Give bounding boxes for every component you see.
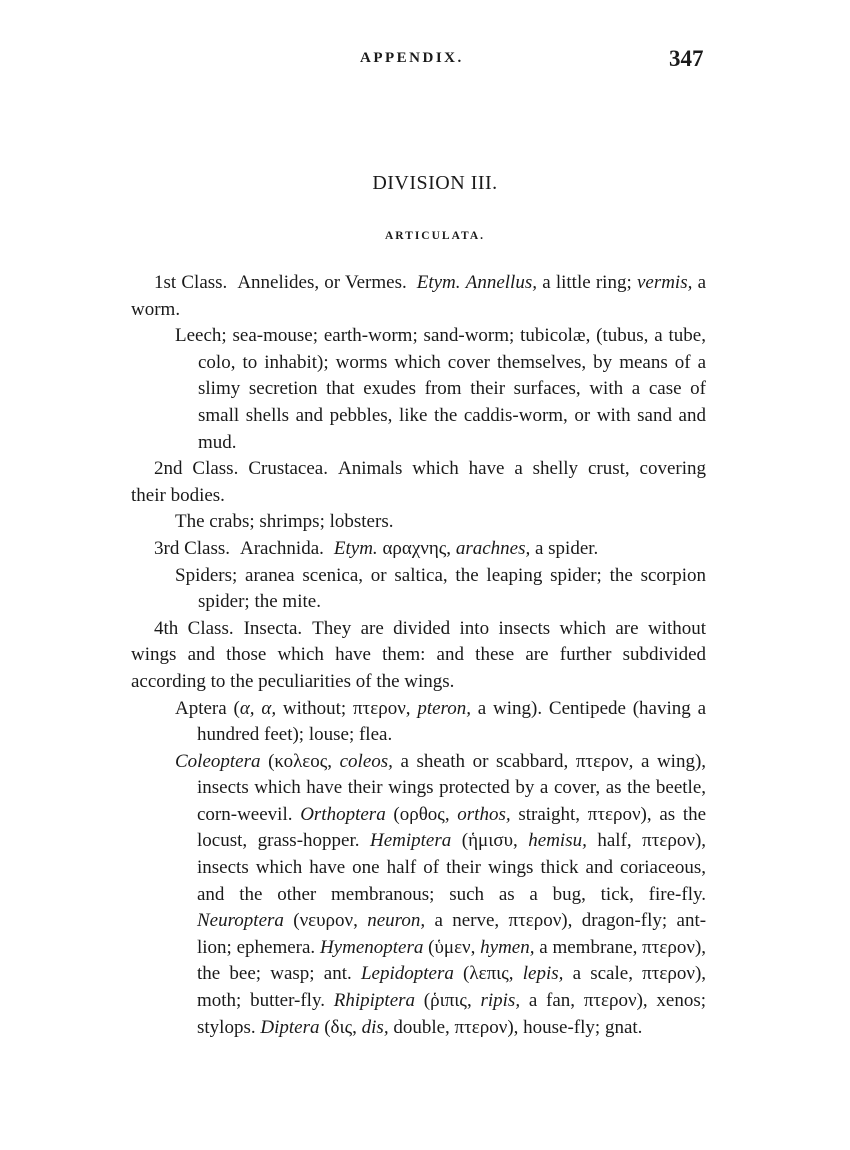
class-3-name: Arachnida. (240, 537, 324, 559)
order-open: ( (293, 910, 300, 932)
class-3-entry (131, 536, 706, 563)
class-4-label: 4th Class. (154, 617, 234, 639)
class-1-gloss-2: a worm. (131, 272, 706, 320)
order-greek: δις, (330, 1016, 357, 1038)
order-name: Hemiptera (370, 830, 452, 852)
order-name: Lepidoptera (360, 963, 454, 985)
order-name: Coleoptera (175, 750, 261, 772)
order-desc-2: ), as the locust, grass-hopper. (197, 803, 707, 852)
page-number: 347 (669, 46, 704, 71)
order-open: ( (463, 963, 470, 985)
class-2-name: Crustacea. (248, 458, 328, 480)
running-head (0, 46, 850, 76)
order-open: ( (428, 936, 435, 958)
aptera-name: Aptera (175, 697, 227, 719)
order-desc-2: ), dragon-fly; ant-lion; ephemera. (197, 910, 707, 958)
order-name: Hymenoptera (319, 936, 424, 958)
order-name: Diptera (260, 1016, 320, 1038)
order-translit: lepis, (522, 963, 564, 985)
order-greek-pteron: πτερον (642, 830, 695, 852)
aptera-greek-2: πτερον, (353, 697, 411, 719)
order-desc-2: a wing), insects which have their wings protected by a cover, as the beetle, corn-weevil. (197, 750, 707, 825)
division-subheading: ARTICULATA. (384, 230, 486, 242)
aptera-open: ( (233, 697, 240, 719)
order-translit: hymen, (480, 936, 535, 958)
class-2-entry (131, 456, 706, 509)
class-4-name: Insecta. (243, 617, 303, 639)
order-desc: a membrane, (539, 936, 638, 958)
order-translit: coleos, (339, 750, 393, 772)
order-desc-2: ), moth; butter-fly. (197, 963, 707, 1012)
order-open: ( (324, 1016, 331, 1038)
order-greek-pteron: πτερον (587, 803, 641, 825)
aptera-greek-1: α, α, (239, 697, 277, 719)
order-greek-pteron: πτερον (583, 990, 637, 1012)
class-3-label: 3rd Class. (154, 537, 230, 559)
class-2-label: 2nd Class. (154, 458, 239, 480)
aptera-entry (131, 696, 706, 749)
order-greek-pteron: πτερον (508, 910, 562, 932)
order-open: ( (423, 990, 431, 1012)
order-greek: ἡμισυ, (468, 830, 518, 852)
class-1-examples: Leech; sea-mouse; earth-worm; sand-worm; tubicolæ, (tubus, a tube, colo, to inhabit); worms which cover themselves, by means of a slimy secretion that exudes from their surfaces, with a case of small shells and pebbles, like the caddis-worm, or with sand and mud. (175, 325, 706, 453)
order-greek: ῥιπις, (430, 990, 472, 1012)
division-heading: DIVISION III. (372, 172, 498, 194)
order-desc-2: ), house-fly; gnat. (507, 1016, 643, 1038)
order-name: Neuroptera (197, 910, 284, 932)
order-open: ( (268, 750, 275, 772)
order-greek: κολεος, (274, 750, 333, 772)
class-3-greek: αραχνης, (382, 537, 452, 559)
order-greek-pteron: πτερον (454, 1016, 508, 1038)
class-1-entry (131, 270, 706, 323)
order-diptera (260, 1017, 642, 1038)
order-greek-pteron: πτερον (642, 963, 695, 985)
class-3-gloss: a spider. (534, 537, 599, 559)
order-desc-2: ), xenos; stylops. (197, 990, 707, 1038)
aptera-translit: pteron, (417, 697, 471, 719)
class-2-examples: The crabs; shrimps; lobsters. (175, 511, 394, 533)
order-translit: orthos, (457, 803, 511, 825)
class-3-examples: Spiders; aranea scenica, or saltica, the leaping spider; the scorpion spider; the mite. (175, 564, 706, 613)
order-greek: νευρον, (299, 910, 358, 932)
order-open: ( (393, 803, 400, 825)
order-desc: half, (597, 830, 632, 852)
class-1-etym-label: Etym. (416, 272, 461, 293)
class-1-etym-gloss: a little ring; (542, 272, 632, 293)
order-greek: ορθος, (399, 803, 450, 825)
order-desc: a nerve, (434, 910, 500, 932)
order-name: Orthoptera (300, 803, 386, 825)
order-desc: double, (393, 1016, 450, 1038)
order-translit: dis, (361, 1016, 389, 1038)
class-4-entry (131, 616, 706, 696)
class-2-desc: Animals which have a shelly crust, covering their bodies. (131, 458, 706, 506)
class-3-etym-label: Etym. (333, 537, 378, 559)
winged-orders-entry (131, 749, 706, 1042)
order-desc: straight, (518, 803, 581, 825)
order-greek: λεπις, (469, 963, 514, 985)
order-translit: ripis, (480, 990, 521, 1012)
class-1-name: Annelides, or Vermes. (237, 272, 407, 293)
class-4-desc: They are divided into insects which are without wings and those which have them: and these are further subdivided according to the peculiarities of the wings. (131, 617, 706, 692)
class-1-word-2: vermis, (636, 272, 693, 293)
body-text (131, 270, 706, 1041)
running-head-title: APPENDIX. (360, 50, 464, 66)
order-desc: a scale, (572, 963, 633, 985)
order-name: Rhipiptera (333, 990, 416, 1012)
aptera-text-2: without; (282, 697, 347, 719)
order-desc: a sheath or scabbard, (400, 750, 569, 772)
order-open: ( (461, 830, 469, 852)
order-greek: ὑμεν, (434, 936, 476, 958)
order-desc-2: ), the bee; wasp; ant. (197, 936, 707, 985)
order-desc-2: ), insects which have one half of their wings thick and coriaceous, and the other membranous; such as a bug, tick, fire-fly. (197, 830, 707, 905)
aptera-text-3: a wing). Centipede (having a hundred feet); louse; flea. (197, 697, 706, 746)
order-greek-pteron: πτερον, (575, 750, 634, 772)
order-greek-pteron: πτερον (642, 936, 695, 958)
class-3-translit: arachnes, (455, 537, 531, 559)
class-1-etym-word: Annellus, (465, 272, 537, 293)
order-translit: hemisu, (528, 830, 587, 852)
order-translit: neuron, (367, 910, 426, 932)
order-desc: a fan, (528, 990, 576, 1012)
class-1-label: 1st Class. (154, 272, 228, 293)
